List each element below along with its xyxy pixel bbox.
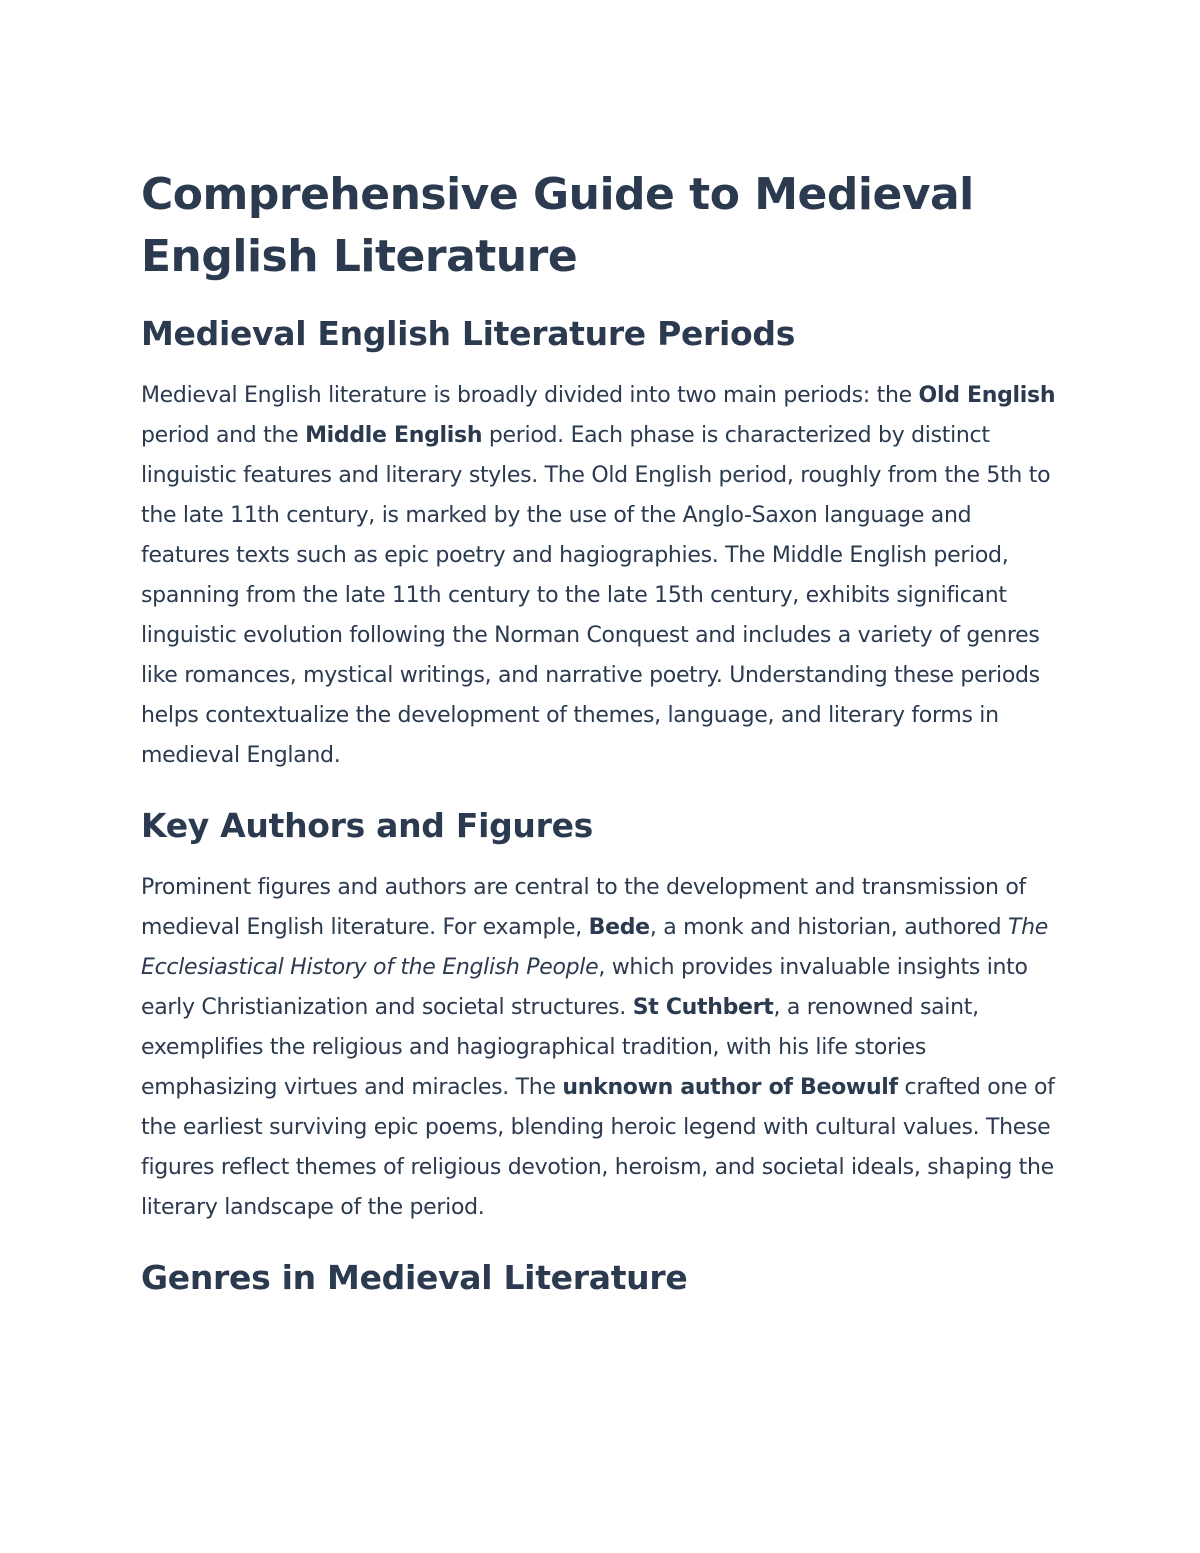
section-heading-authors: Key Authors and Figures xyxy=(141,806,593,845)
section-paragraph-periods xyxy=(141,376,1061,776)
name-beowulf-author: unknown author of Beowulf xyxy=(562,1075,898,1100)
text-run: Prominent figures and authors are central to the development and transmission of medieval English literature. For example, xyxy=(141,875,1026,940)
name-bede: Bede xyxy=(588,915,650,940)
document-page xyxy=(141,164,1061,1320)
text-run: period. Each phase is characterized by distinct linguistic features and literary styles. The Old English period, roughly from the 5th to the late 11th century, is marked by the use of the Anglo-Saxon language and features texts such as epic poetry and hagiographies. The Middle English period, spanning from the late 11th century to the late 15th century, exhibits significant linguistic evolution following the Norman Conquest and includes a variety of genres like romances, mystical writings, and narrative poetry. Understanding these periods helps contextualize the development of themes, language, and literary forms in medieval England. xyxy=(141,423,1051,768)
name-st-cuthbert: St Cuthbert xyxy=(632,995,774,1020)
text-run: , a monk and historian, authored xyxy=(649,915,1009,940)
text-run: period and the xyxy=(141,423,306,448)
text-run: Medieval English literature is broadly divided into two main periods: the xyxy=(141,383,919,408)
section-paragraph-authors xyxy=(141,868,1061,1228)
term-old-english: Old English xyxy=(918,383,1056,408)
text-run: , a renowned saint, exemplifies the religious and hagiographical tradition, with his life stories emphasizing virtues and miracles. The xyxy=(141,995,979,1100)
text-run: crafted one of the earliest surviving epic poems, blending heroic legend with cultural values. These figures reflect themes of religious devotion, heroism, and societal ideals, shaping the literary landscape of the period. xyxy=(141,1075,1055,1220)
book-title: The Ecclesiastical History of the English People xyxy=(141,915,1049,980)
document-title: Comprehensive Guide to Medieval English Literature xyxy=(141,169,974,282)
text-run: , which provides invaluable insights into early Christianization and societal structures. xyxy=(141,955,1028,1020)
section-heading-genres: Genres in Medieval Literature xyxy=(141,1258,688,1297)
section-heading-periods: Medieval English Literature Periods xyxy=(141,314,796,353)
term-middle-english: Middle English xyxy=(305,423,483,448)
